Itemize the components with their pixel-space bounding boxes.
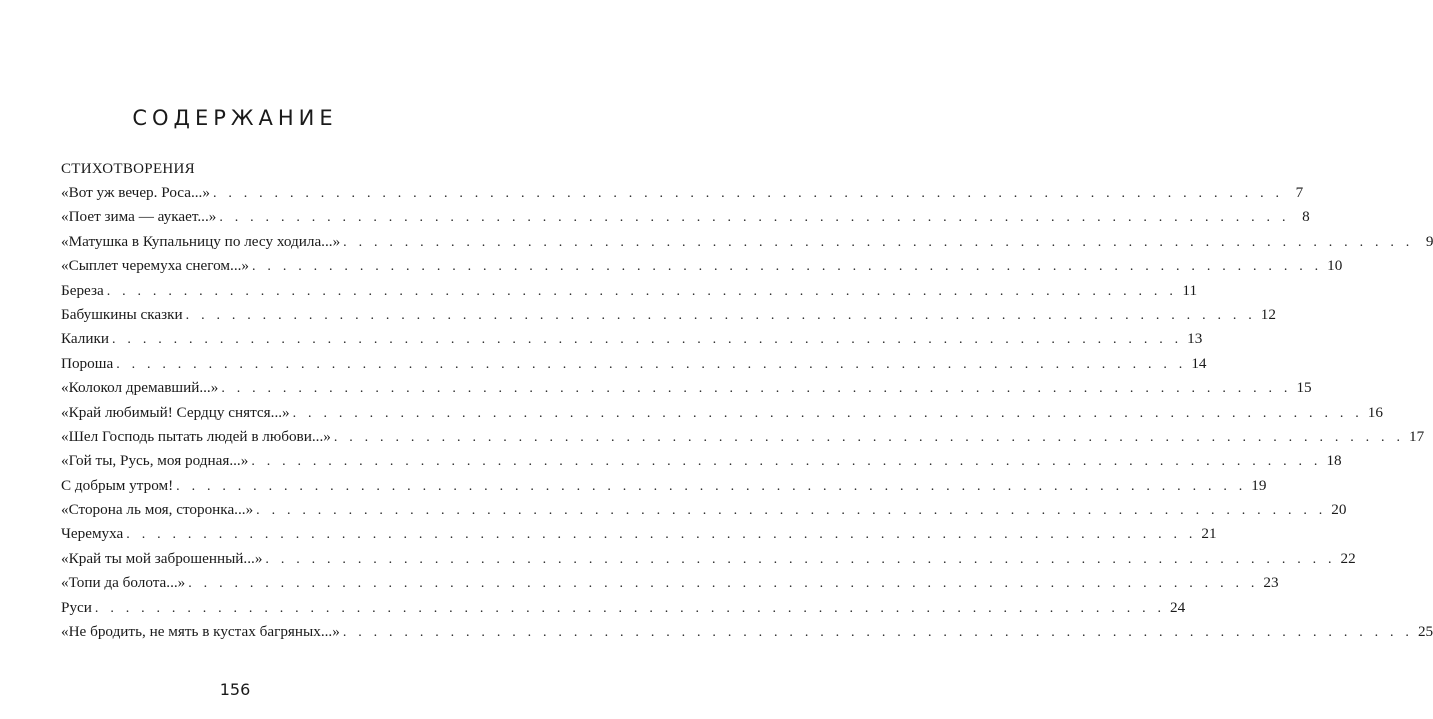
toc-entry xyxy=(61,379,1312,403)
toc-entry-title: Пороша xyxy=(61,354,114,372)
toc-entry-page: 21 xyxy=(1201,525,1217,543)
toc-leader: . . . . . . . . . . . . . . . . . . . . . . . . . . . . . . . . . . . . . . . . . . . . . . . . . . . . . . . . . . . . . . . . . . . . . . xyxy=(219,210,1290,226)
toc-entry-page: 9 xyxy=(1425,232,1433,250)
toc-entry-title: Бабушкины сказки xyxy=(61,305,183,323)
toc-leader: . . . . . . . . . . . . . . . . . . . . . . . . . . . . . . . . . . . . . . . . . . . . . . . . . . . . . . . . . . . . . . . . . . . . . . xyxy=(221,381,1292,397)
toc-leader: . . . . . . . . . . . . . . . . . . . . . . . . . . . . . . . . . . . . . . . . . . . . . . . . . . . . . . . . . . . . . . . . . . . . . . xyxy=(342,625,1414,641)
page-number: 156 xyxy=(219,680,251,699)
toc-entry-title: Черемуха xyxy=(61,525,124,543)
toc-entry xyxy=(61,427,1425,452)
toc-entry xyxy=(61,403,1383,428)
toc-entry-title: «Сыплет черемуха снегом...» xyxy=(61,257,250,275)
toc-entry-page: 12 xyxy=(1260,305,1276,323)
toc-entry xyxy=(61,525,1217,549)
toc-entry xyxy=(61,623,1433,647)
toc-leader: . . . . . . . . . . . . . . . . . . . . . . . . . . . . . . . . . . . . . . . . . . . . . . . . . . . . . . . . . . . . . . . . . . . . . . xyxy=(106,283,1178,299)
toc-entry xyxy=(61,598,1186,623)
toc-entry-page: 20 xyxy=(1331,501,1347,519)
toc-entry-page: 10 xyxy=(1327,257,1343,275)
toc-entry-title: «Поет зима — аукает...» xyxy=(61,208,217,226)
toc-entry-title: «Сторона ль моя, сторонка...» xyxy=(61,501,254,519)
toc-entry xyxy=(61,574,1279,598)
toc-entry xyxy=(61,257,1343,281)
toc-entry-page: 7 xyxy=(1295,184,1304,201)
toc-entry-title: «Край любимый! Сердцу снятся...» xyxy=(61,403,290,421)
toc-leader: . . . . . . . . . . . . . . . . . . . . . . . . . . . . . . . . . . . . . . . . . . . . . . . . . . . . . . . . . . . . . . . . . . . . . . xyxy=(251,454,1322,470)
toc-entry-title: «Край ты мой заброшенный...» xyxy=(61,549,263,567)
toc-entry-page: 23 xyxy=(1263,574,1279,592)
toc-entry xyxy=(61,476,1267,501)
toc-entry-page: 22 xyxy=(1340,549,1356,567)
toc-entry-page: 17 xyxy=(1408,427,1425,445)
toc-leader: . . . . . . . . . . . . . . . . . . . . . . . . . . . . . . . . . . . . . . . . . . . . . . . . . . . . . . . . . . . . . . . . . . . . . . xyxy=(94,600,1166,616)
toc-entry-page: 11 xyxy=(1182,281,1198,299)
toc-entry-title: С добрым утром! xyxy=(61,476,174,494)
toc-entry-page: 13 xyxy=(1187,330,1203,348)
toc-entry-title: «Матушка в Купальницу по лесу ходила...» xyxy=(61,232,341,250)
toc-entry-title: «Топи да болота...» xyxy=(61,574,186,592)
toc-entry xyxy=(61,232,1433,257)
toc-entry-page: 14 xyxy=(1191,354,1207,372)
toc-entry xyxy=(61,354,1207,379)
toc-entry xyxy=(61,281,1198,306)
toc-entry xyxy=(61,330,1203,354)
toc-entry xyxy=(61,305,1276,330)
table-of-contents xyxy=(61,184,1433,647)
toc-leader: . . . . . . . . . . . . . . . . . . . . . . . . . . . . . . . . . . . . . . . . . . . . . . . . . . . . . . . . . . . . . . . . . . . . . . xyxy=(252,259,1323,275)
page-title: СОДЕРЖАНИЕ xyxy=(132,106,338,130)
toc-leader: . . . . . . . . . . . . . . . . . . . . . . . . . . . . . . . . . . . . . . . . . . . . . . . . . . . . . . . . . . . . . . . . . . . . . . xyxy=(185,307,1256,323)
toc-entry-title: «Колокол дремавший...» xyxy=(61,379,219,397)
toc-leader: . . . . . . . . . . . . . . . . . . . . . . . . . . . . . . . . . . . . . . . . . . . . . . . . . . . . . . . . . . . . . . . . . . . . . . xyxy=(343,234,1414,250)
toc-entry-page: 24 xyxy=(1170,598,1186,616)
section-title: СТИХОТВОРЕНИЯ xyxy=(61,161,195,177)
toc-entry-title: Калики xyxy=(61,330,110,348)
toc-entry xyxy=(61,184,1304,208)
toc-entry-page: 19 xyxy=(1251,476,1267,494)
toc-leader: . . . . . . . . . . . . . . . . . . . . . . . . . . . . . . . . . . . . . . . . . . . . . . . . . . . . . . . . . . . . . . . . . . . . . . xyxy=(126,527,1197,543)
toc-entry-page: 8 xyxy=(1302,208,1310,226)
toc-entry-page: 15 xyxy=(1296,379,1312,397)
toc-leader: . . . . . . . . . . . . . . . . . . . . . . . . . . . . . . . . . . . . . . . . . . . . . . . . . . . . . . . . . . . . . . . . . . . . . . xyxy=(212,186,1284,201)
toc-entry-page: 25 xyxy=(1417,623,1433,641)
toc-entry-title: «Гой ты, Русь, моя родная...» xyxy=(61,452,249,470)
toc-entry xyxy=(61,501,1347,525)
toc-leader: . . . . . . . . . . . . . . . . . . . . . . . . . . . . . . . . . . . . . . . . . . . . . . . . . . . . . . . . . . . . . . . . . . . . . . xyxy=(256,503,1327,519)
toc-entry xyxy=(61,549,1356,574)
toc-entry-title: «Вот уж вечер. Роса...» xyxy=(61,184,210,201)
toc-entry-title: Береза xyxy=(61,281,104,299)
toc-entry-title: Руси xyxy=(61,598,92,616)
toc-leader: . . . . . . . . . . . . . . . . . . . . . . . . . . . . . . . . . . . . . . . . . . . . . . . . . . . . . . . . . . . . . . . . . . . . . . xyxy=(292,405,1363,421)
toc-leader: . . . . . . . . . . . . . . . . . . . . . . . . . . . . . . . . . . . . . . . . . . . . . . . . . . . . . . . . . . . . . . . . . . . . . . xyxy=(116,356,1187,372)
toc-leader: . . . . . . . . . . . . . . . . . . . . . . . . . . . . . . . . . . . . . . . . . . . . . . . . . . . . . . . . . . . . . . . . . . . . . . xyxy=(333,429,1405,445)
toc-leader: . . . . . . . . . . . . . . . . . . . . . . . . . . . . . . . . . . . . . . . . . . . . . . . . . . . . . . . . . . . . . . . . . . . . . . xyxy=(265,551,1336,567)
toc-entry xyxy=(61,208,1310,232)
toc-entry-title: «Шел Господь пытать людей в любови...» xyxy=(61,427,331,445)
toc-entry-page: 16 xyxy=(1367,403,1383,421)
toc-leader: . . . . . . . . . . . . . . . . . . . . . . . . . . . . . . . . . . . . . . . . . . . . . . . . . . . . . . . . . . . . . . . . . . . . . . xyxy=(188,576,1259,592)
toc-leader: . . . . . . . . . . . . . . . . . . . . . . . . . . . . . . . . . . . . . . . . . . . . . . . . . . . . . . . . . . . . . . . . . . . . . . xyxy=(112,332,1183,348)
toc-entry xyxy=(61,452,1342,476)
toc-entry-page: 18 xyxy=(1326,452,1342,470)
toc-entry-title: «Не бродить, не мять в кустах багряных...» xyxy=(61,623,340,641)
toc-leader: . . . . . . . . . . . . . . . . . . . . . . . . . . . . . . . . . . . . . . . . . . . . . . . . . . . . . . . . . . . . . . . . . . . . . . xyxy=(176,478,1247,494)
